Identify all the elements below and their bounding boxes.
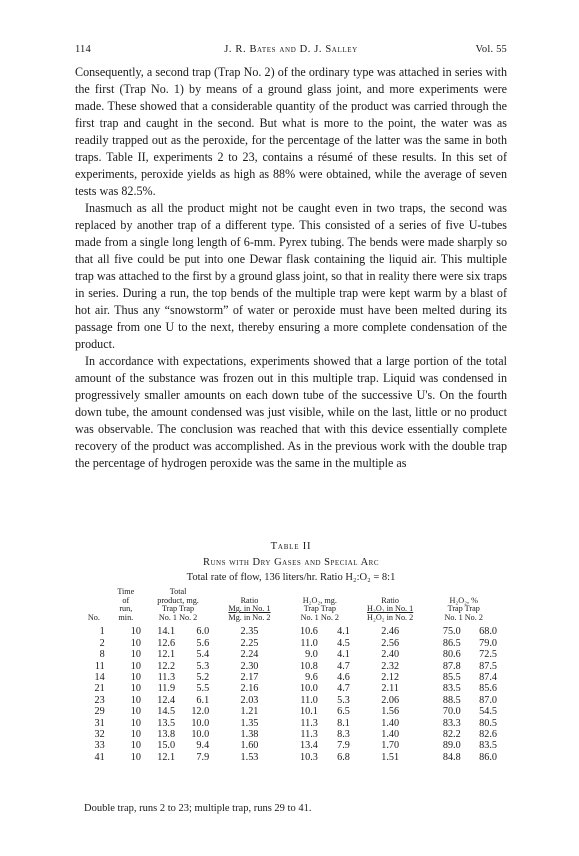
page-number: 114 <box>75 44 91 55</box>
table-row: 14 10 11.3 5.2 2.17 9.6 4.6 2.12 85.5 87.4 <box>94 672 497 683</box>
table-row: 32 10 13.8 10.0 1.38 11.3 8.3 1.40 82.2 82.6 <box>94 729 497 741</box>
table-row: 29 10 14.5 12.0 1.21 10.1 6.5 1.56 70.0 54.5 <box>94 706 497 718</box>
data-table <box>80 588 500 763</box>
table-row: 11 10 12.2 5.3 2.30 10.8 4.7 2.32 87.8 87.5 <box>94 660 497 672</box>
table-row: 1 10 14.1 6.0 2.35 10.6 4.1 2.46 75.0 68.0 <box>99 626 497 638</box>
table-subcaption: Total rate of flow, 136 liters/hr. Ratio H₂:O₂ = 8:1 <box>186 572 396 583</box>
table-row: 8 10 12.1 5.4 2.24 9.0 4.1 2.40 80.6 72.5 <box>99 649 497 661</box>
table-caption: Runs with Dry Gases and Special Arc <box>203 557 379 568</box>
paragraph: Inasmuch as all the product might not be caught even in two traps, the second was replaced by another trap of a different type. This consisted of a series of five U-tubes made from a single long length of 6-mm. Pyrex tubing. The bends were made sharply so that all five could be put into one Dewar flask containing the liquid air. This multiple trap was attached to the first by a ground glass joint, so that in reality there were six traps in series. During a run, the top bends of the multiple trap were kept warm by a blast of hot air. Thus any “snowstorm” of water or peroxide must have been melted during its passage from one U to the next, thereby ensuring a more complete condensation of the product. <box>75 201 507 351</box>
body-text <box>75 64 507 472</box>
paragraph: Consequently, a second trap (Trap No. 2) of the ordinary type was attached in series with the first (Trap No. 1) by means of a ground glass joint, and more experiments were made. These showed that a considerable quantity of the product was carried through the first trap and caught in the second. But what is more to the point, the water was as readily trapped out as the peroxide, for the percentage of the latter was the same in both traps. Table II, experiments 2 to 23, contains a résumé of these results. In this set of experiments, peroxide yields as high as 88% were obtained, while the average of seven tests was 82.5%. <box>75 65 507 198</box>
table-title: Table II <box>270 541 312 552</box>
col-header-no: No. <box>87 612 100 622</box>
col-header-total-product: Total product, mg. Trap Trap No. 1 No. 2 <box>157 587 199 622</box>
table-header-row <box>80 588 500 625</box>
col-header-ratio-h2o2: Ratio H₂O₂ in No. 1 H₂O₂ in No. 2 <box>367 595 414 622</box>
running-head-authors: J. R. Bates and D. J. Salley <box>224 44 358 55</box>
col-header-h2o2-percent: H₂O₂, % Trap Trap No. 1 No. 2 <box>444 595 483 622</box>
table-row: 23 10 12.4 6.1 2.03 11.0 5.3 2.06 88.5 87.0 <box>94 694 497 706</box>
table-body <box>80 625 500 763</box>
col-header-h2o2-mg: H₂O₂, mg. Trap Trap No. 1 No. 2 <box>300 595 340 622</box>
paragraph: In accordance with expectations, experiments showed that a large portion of the total amount of the substance was frozen out in this multiple trap. Liquid was condensed in progressively smaller amounts on each down tube of the successive U's. On the fourth down tube, the amount condensed was just visible, while on the last, little or no product was observable. The conclusion was reached that with this device essentially complete recovery of the product was accomplished. As in the previous work with the double trap the percentage of hydrogen peroxide was the same in the multiple as <box>75 354 507 470</box>
table-row: 2 10 12.6 5.6 2.25 11.0 4.5 2.56 86.5 79.0 <box>99 637 497 649</box>
table-footnote: Double trap, runs 2 to 23; multiple trap, runs 29 to 41. <box>84 803 312 814</box>
table-row: 41 10 12.1 7.9 1.53 10.3 6.8 1.51 84.8 86.0 <box>94 751 497 763</box>
table-row: 33 10 15.0 9.4 1.60 13.4 7.9 1.70 89.0 83.5 <box>94 740 497 752</box>
volume-label: Vol. 55 <box>475 44 507 55</box>
col-header-ratio-mg: Ratio Mg. in No. 1 Mg. in No. 2 <box>228 595 271 622</box>
table-row: 21 10 11.9 5.5 2.16 10.0 4.7 2.11 83.5 85.6 <box>94 683 497 695</box>
col-header-time: Time of run, min. <box>117 587 135 622</box>
table-row: 31 10 13.5 10.0 1.35 11.3 8.1 1.40 83.3 80.5 <box>94 717 497 729</box>
